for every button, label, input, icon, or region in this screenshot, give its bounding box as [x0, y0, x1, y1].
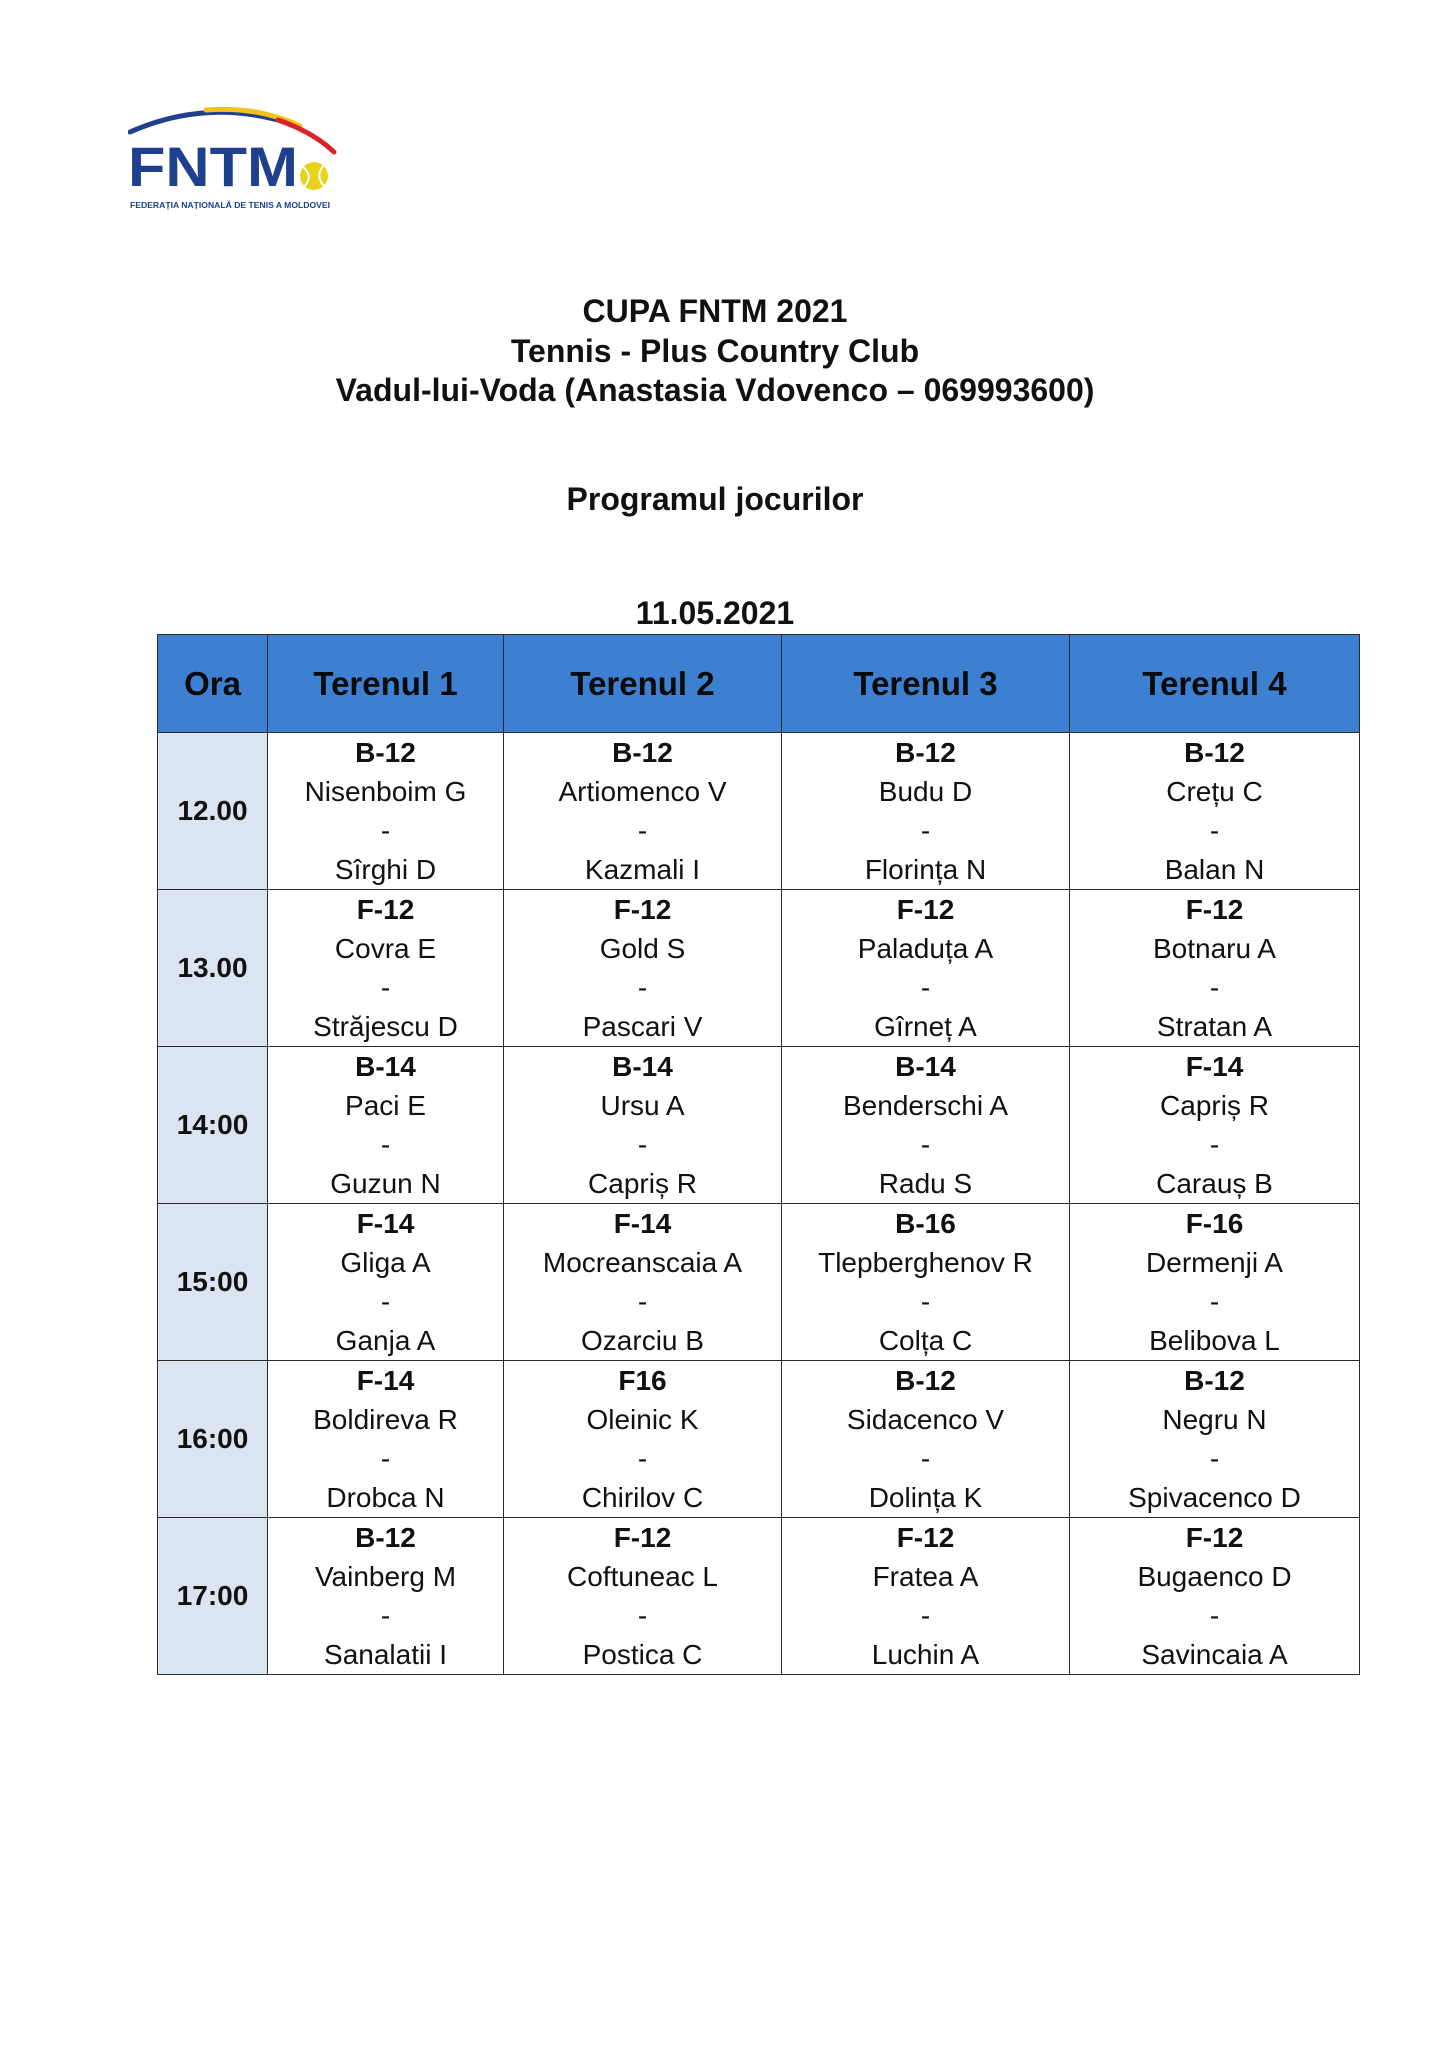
match-cell-court-3: [782, 890, 1070, 1047]
match-separator: -: [1209, 1286, 1220, 1317]
player-2-name: Luchin A: [871, 1639, 980, 1670]
match-cell-court-1: [268, 733, 504, 890]
player-1-name: Ursu A: [600, 1090, 685, 1121]
column-header-court-2: Terenul 2: [504, 635, 782, 733]
player-2-name: Savincaia A: [1141, 1639, 1288, 1670]
match-separator: -: [920, 1129, 931, 1160]
match-category: F-12: [356, 894, 415, 925]
match-category: F-14: [356, 1365, 415, 1396]
match-cell-court-4: [1070, 733, 1360, 890]
player-2-name: Radu S: [878, 1168, 973, 1199]
player-1-name: Botnaru A: [1153, 933, 1276, 964]
match-category: F-14: [356, 1208, 415, 1239]
match-cell-court-2: [504, 1047, 782, 1204]
player-2-name: Ozarciu B: [581, 1325, 704, 1356]
player-1-name: Covra E: [334, 933, 437, 964]
match-cell-court-2: [504, 1361, 782, 1518]
logo-abbr: FNTM: [128, 135, 298, 198]
match-category: B-12: [895, 737, 956, 768]
player-2-name: Ganja A: [335, 1325, 436, 1356]
time-slot: 16:00: [158, 1361, 268, 1518]
match-separator: -: [380, 815, 391, 846]
match-cell-court-1: [268, 1047, 504, 1204]
match-separator: -: [637, 815, 648, 846]
logo-full-name: FEDERAȚIA NAȚIONALĂ DE TENIS A MOLDOVEI: [130, 200, 330, 210]
column-header-court-4: Terenul 4: [1070, 635, 1360, 733]
match-cell-court-2: [504, 1518, 782, 1675]
player-2-name: Kazmali I: [584, 854, 701, 885]
schedule-row: [158, 890, 1360, 1047]
fntm-logo: [128, 104, 338, 216]
match-separator: -: [1209, 1129, 1220, 1160]
match-separator: -: [637, 972, 648, 1003]
match-separator: -: [920, 1286, 931, 1317]
player-2-name: Guzun N: [330, 1168, 441, 1199]
document-header: [0, 292, 1430, 411]
player-2-name: Carauș B: [1156, 1168, 1273, 1199]
match-category: B-16: [895, 1208, 956, 1239]
schedule-row: [158, 1047, 1360, 1204]
schedule-row: [158, 1518, 1360, 1675]
match-category: F-12: [1185, 894, 1244, 925]
match-cell-court-4: [1070, 890, 1360, 1047]
schedule-row: [158, 1361, 1360, 1518]
tournament-title: CUPA FNTM 2021: [582, 293, 848, 329]
venue-contact: Vadul-lui-Voda (Anastasia Vdovenco – 069993600): [335, 372, 1095, 408]
player-1-name: Boldireva R: [313, 1404, 458, 1435]
match-category: B-12: [612, 737, 673, 768]
schedule-table: [157, 634, 1360, 1675]
match-category: B-12: [1184, 1365, 1245, 1396]
match-separator: -: [637, 1286, 648, 1317]
match-cell-court-3: [782, 1361, 1070, 1518]
player-2-name: Sîrghi D: [334, 854, 437, 885]
column-header-court-1: Terenul 1: [268, 635, 504, 733]
player-2-name: Pascari V: [582, 1011, 703, 1042]
schedule-title: Programul jocurilor: [566, 481, 864, 517]
player-1-name: Oleinic K: [586, 1404, 699, 1435]
player-2-name: Belibova L: [1149, 1325, 1280, 1356]
match-cell-court-4: [1070, 1361, 1360, 1518]
match-separator: -: [380, 1129, 391, 1160]
match-cell-court-4: [1070, 1518, 1360, 1675]
match-separator: -: [380, 1443, 391, 1474]
match-category: F-12: [896, 1522, 955, 1553]
player-2-name: Postica C: [582, 1639, 703, 1670]
column-header-court-3: Terenul 3: [782, 635, 1070, 733]
match-cell-court-4: [1070, 1204, 1360, 1361]
player-1-name: Sidacenco V: [846, 1404, 1005, 1435]
player-2-name: Stratan A: [1156, 1011, 1273, 1042]
player-1-name: Paladuța A: [857, 933, 994, 964]
match-category: B-12: [355, 1522, 416, 1553]
player-1-name: Vainberg M: [314, 1561, 457, 1592]
player-2-name: Gîrneț A: [874, 1011, 977, 1042]
match-category: F-12: [1185, 1522, 1244, 1553]
match-cell-court-3: [782, 733, 1070, 890]
schedule-header-row: [158, 635, 1360, 733]
time-slot: 13.00: [158, 890, 268, 1047]
match-separator: -: [920, 1600, 931, 1631]
match-category: B-14: [895, 1051, 956, 1082]
match-cell-court-4: [1070, 1047, 1360, 1204]
match-separator: -: [637, 1443, 648, 1474]
match-separator: -: [637, 1600, 648, 1631]
player-1-name: Mocreanscaia A: [542, 1247, 743, 1278]
venue-name: Tennis - Plus Country Club: [510, 332, 920, 369]
player-2-name: Sanalatii I: [324, 1639, 447, 1670]
match-category: B-12: [895, 1365, 956, 1396]
match-cell-court-1: [268, 890, 504, 1047]
player-2-name: Colța C: [878, 1325, 973, 1356]
player-1-name: Benderschi A: [843, 1090, 1008, 1121]
player-2-name: Chirilov C: [581, 1482, 704, 1513]
match-cell-court-2: [504, 733, 782, 890]
player-2-name: Spivacenco D: [1128, 1482, 1301, 1513]
match-cell-court-1: [268, 1204, 504, 1361]
match-category: B-14: [355, 1051, 416, 1082]
match-category: B-14: [612, 1051, 673, 1082]
match-category: B-12: [355, 737, 416, 768]
time-slot: 12.00: [158, 733, 268, 890]
player-1-name: Dermenji A: [1146, 1247, 1283, 1278]
player-2-name: Balan N: [1164, 854, 1265, 885]
player-1-name: Capriș R: [1160, 1090, 1269, 1121]
match-separator: -: [920, 1443, 931, 1474]
schedule-row: [158, 1204, 1360, 1361]
match-cell-court-1: [268, 1361, 504, 1518]
match-cell-court-3: [782, 1047, 1070, 1204]
time-slot: 14:00: [158, 1047, 268, 1204]
match-cell-court-3: [782, 1518, 1070, 1675]
schedule-body: [158, 733, 1360, 1675]
player-1-name: Tlepberghenov R: [818, 1247, 1033, 1278]
match-separator: -: [920, 815, 931, 846]
player-1-name: Artiomenco V: [558, 776, 727, 807]
schedule-row: [158, 733, 1360, 890]
time-slot: 17:00: [158, 1518, 268, 1675]
match-cell-court-2: [504, 890, 782, 1047]
column-header-time: Ora: [158, 635, 268, 733]
player-1-name: Bugaenco D: [1137, 1561, 1292, 1592]
match-category: F-16: [1185, 1208, 1244, 1239]
player-2-name: Dolința K: [868, 1482, 983, 1513]
player-1-name: Gold S: [599, 933, 686, 964]
match-category: B-12: [1184, 737, 1245, 768]
schedule-date: 11.05.2021: [635, 595, 795, 631]
match-separator: -: [1209, 1600, 1220, 1631]
match-separator: -: [380, 972, 391, 1003]
match-separator: -: [380, 1600, 391, 1631]
match-category: F-12: [896, 894, 955, 925]
match-separator: -: [920, 972, 931, 1003]
match-cell-court-1: [268, 1518, 504, 1675]
player-1-name: Negru N: [1162, 1404, 1267, 1435]
fntm-logo-graphic: [128, 104, 338, 216]
match-separator: -: [380, 1286, 391, 1317]
player-2-name: Drobca N: [326, 1482, 445, 1513]
player-1-name: Budu D: [878, 776, 973, 807]
player-1-name: Crețu C: [1166, 776, 1263, 807]
player-1-name: Fratea A: [872, 1561, 979, 1592]
match-separator: -: [637, 1129, 648, 1160]
match-separator: -: [1209, 815, 1220, 846]
match-cell-court-3: [782, 1204, 1070, 1361]
player-2-name: Florința N: [864, 854, 987, 885]
player-1-name: Coftuneac L: [567, 1561, 718, 1592]
player-1-name: Paci E: [345, 1090, 426, 1121]
match-category: F-12: [613, 1522, 672, 1553]
match-cell-court-2: [504, 1204, 782, 1361]
match-category: F-14: [613, 1208, 672, 1239]
match-category: F-12: [613, 894, 672, 925]
player-1-name: Gliga A: [340, 1247, 431, 1278]
match-category: F-14: [1185, 1051, 1244, 1082]
match-separator: -: [1209, 972, 1220, 1003]
player-2-name: Capriș R: [588, 1168, 697, 1199]
match-category: F16: [618, 1365, 667, 1396]
player-2-name: Străjescu D: [313, 1011, 458, 1042]
match-separator: -: [1209, 1443, 1220, 1474]
player-1-name: Nisenboim G: [304, 776, 467, 807]
time-slot: 15:00: [158, 1204, 268, 1361]
